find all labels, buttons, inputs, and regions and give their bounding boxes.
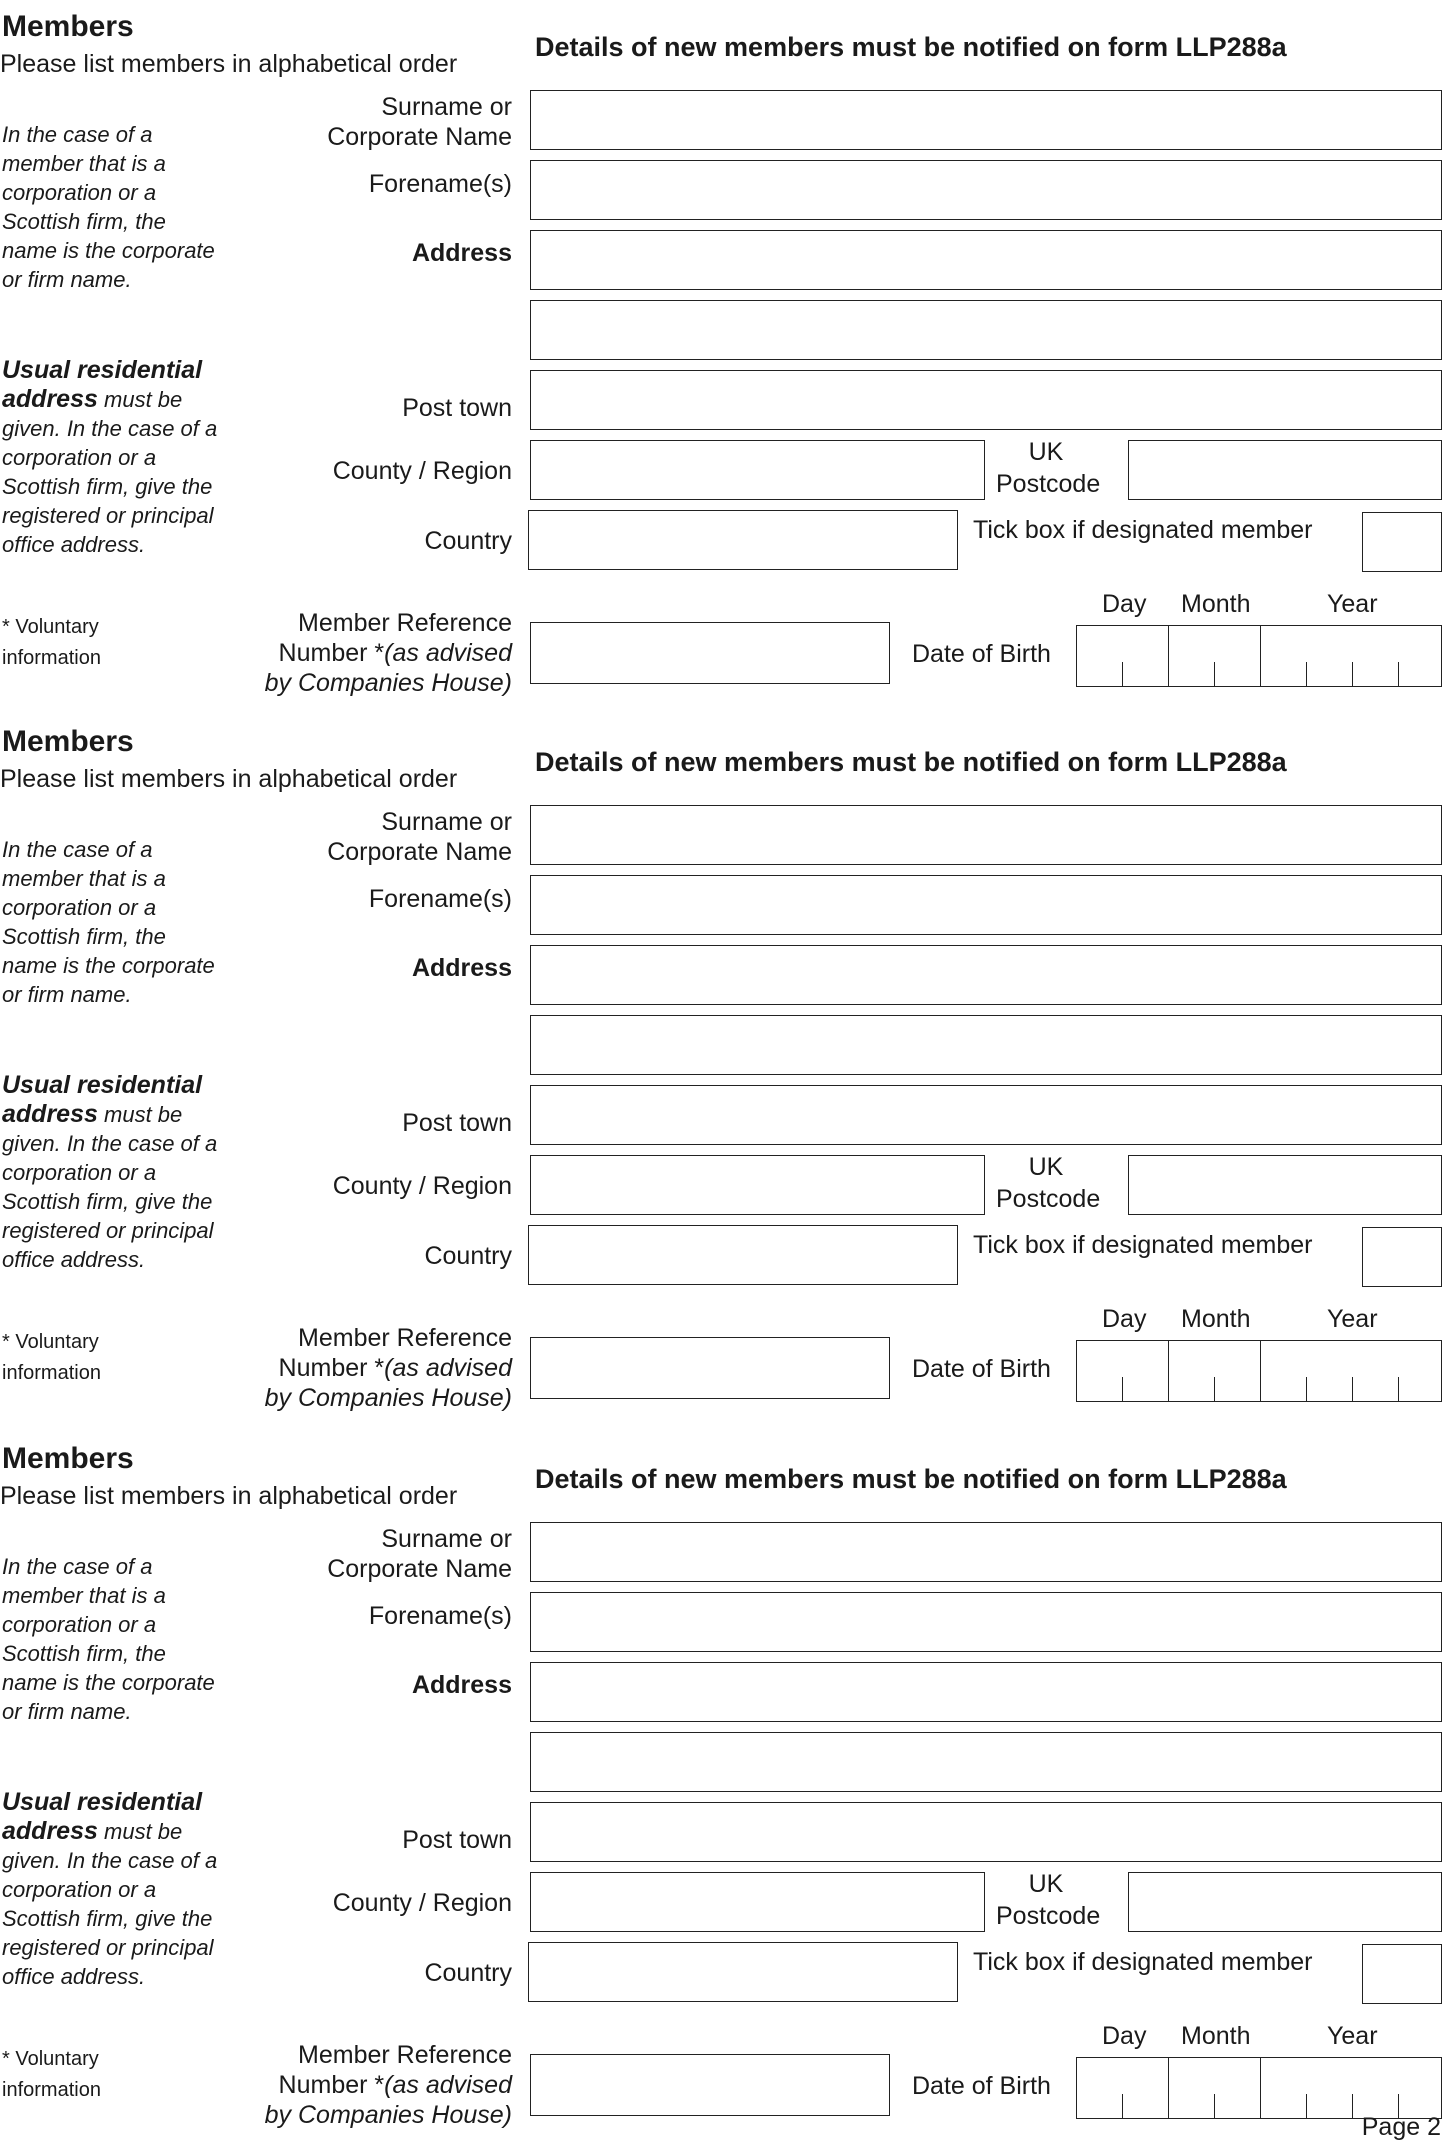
post-town-label: Post town: [402, 1826, 512, 1854]
member-ref-line2: [265, 1353, 512, 1383]
dob-month-label: Month: [1181, 2022, 1251, 2050]
member-ref-line2: [265, 638, 512, 668]
dob-year-label: Year: [1327, 2022, 1378, 2050]
county-label: County / Region: [332, 1889, 512, 1917]
dob-day-label: Day: [1102, 2022, 1147, 2050]
member-ref-line3: by Companies House): [264, 669, 512, 697]
surname-label-text: Surname or Corporate Name: [327, 808, 512, 866]
country-input[interactable]: [528, 1225, 958, 1285]
designated-member-checkbox[interactable]: [1362, 1944, 1442, 2004]
member-ref-line3: by Companies House): [264, 1384, 512, 1412]
forename-input[interactable]: [530, 160, 1442, 220]
dob-year-tick2: [1352, 1377, 1353, 1401]
member-ref-line2a: Number *: [278, 1354, 385, 1382]
forename-input[interactable]: [530, 1592, 1442, 1652]
member-ref-line2b: (as advised: [384, 2071, 512, 2099]
member-ref-label: [265, 608, 512, 698]
page-number: Page 2: [1361, 2113, 1441, 2141]
member-reference-input[interactable]: [530, 622, 890, 684]
section-subheading: Please list members in alphabetical order: [0, 50, 458, 78]
member-ref-line1: Member Reference: [298, 1324, 512, 1352]
forename-input[interactable]: [530, 875, 1442, 935]
surname-input[interactable]: [530, 90, 1442, 150]
dob-divider-day: [1168, 2058, 1169, 2118]
dob-year-tick2: [1352, 2094, 1353, 2118]
address-note-text: must be given. In the case of a corporation or a Scottish firm, give the registered or principal office address.: [2, 1102, 218, 1272]
county-input[interactable]: [530, 440, 985, 500]
section-subheading: Please list members in alphabetical order: [0, 765, 458, 793]
address-label: Address: [411, 954, 512, 982]
date-of-birth-label: Date of Birth: [912, 1355, 1051, 1383]
date-of-birth-label: Date of Birth: [912, 2072, 1051, 2100]
dob-year-tick3: [1398, 662, 1399, 686]
post-town-input[interactable]: [530, 370, 1442, 430]
country-label: Country: [424, 1959, 512, 1987]
date-of-birth-input[interactable]: [1076, 2057, 1442, 2119]
dob-divider-day: [1168, 1341, 1169, 1401]
surname-input[interactable]: [530, 805, 1442, 865]
address-line1-input[interactable]: [530, 230, 1442, 290]
uk-postcode-label: UK Postcode: [996, 438, 1101, 498]
surname-label: [322, 807, 512, 867]
dob-divider-day: [1168, 626, 1169, 686]
post-town-label: Post town: [402, 1109, 512, 1137]
dob-divider-month: [1260, 1341, 1261, 1401]
date-of-birth-input[interactable]: [1076, 1340, 1442, 1402]
country-input[interactable]: [528, 1942, 958, 2002]
dob-day-tick: [1122, 1377, 1123, 1401]
section-subheading: Please list members in alphabetical order: [0, 1482, 458, 1510]
address-line2-input[interactable]: [530, 300, 1442, 360]
uk-postcode-input[interactable]: [1128, 1155, 1442, 1215]
address-note-text: must be given. In the case of a corporation or a Scottish firm, give the registered or principal office address.: [2, 1819, 218, 1989]
notice-text: Details of new members must be notified on form LLP288a: [535, 747, 1287, 777]
post-town-label: Post town: [402, 394, 512, 422]
member-ref-line2: [265, 2070, 512, 2100]
forename-label: Forename(s): [368, 170, 512, 198]
dob-day-tick: [1122, 662, 1123, 686]
county-label: County / Region: [332, 457, 512, 485]
dob-day-label: Day: [1102, 590, 1147, 618]
dob-divider-month: [1260, 626, 1261, 686]
section-heading: Members: [2, 10, 134, 43]
dob-year-tick1: [1306, 2094, 1307, 2118]
corporate-note: In the case of a member that is a corporation or a Scottish firm, the name is the corporate or firm name.: [2, 1554, 215, 1724]
member-reference-input[interactable]: [530, 1337, 890, 1399]
dob-year-tick2: [1352, 662, 1353, 686]
designated-member-label: Tick box if designated member: [973, 1231, 1313, 1259]
member-reference-input[interactable]: [530, 2054, 890, 2116]
county-label: County / Region: [332, 1172, 512, 1200]
address-line2-input[interactable]: [530, 1732, 1442, 1792]
country-label: Country: [424, 527, 512, 555]
address-note-text: must be given. In the case of a corporation or a Scottish firm, give the registered or principal office address.: [2, 387, 218, 557]
member-section: [0, 1432, 1455, 2147]
dob-day-label: Day: [1102, 1305, 1147, 1333]
member-ref-line3: by Companies House): [264, 2101, 512, 2129]
address-line2-input[interactable]: [530, 1015, 1442, 1075]
member-ref-line2a: Number *: [278, 2071, 385, 2099]
country-input[interactable]: [528, 510, 958, 570]
designated-member-checkbox[interactable]: [1362, 512, 1442, 572]
surname-label: [322, 92, 512, 152]
uk-postcode-input[interactable]: [1128, 440, 1442, 500]
member-ref-line1: Member Reference: [298, 2041, 512, 2069]
member-ref-label: [265, 2040, 512, 2130]
surname-label-text: Surname or Corporate Name: [327, 1525, 512, 1583]
designated-member-checkbox[interactable]: [1362, 1227, 1442, 1287]
member-ref-line2a: Number *: [278, 639, 385, 667]
address-line1-input[interactable]: [530, 945, 1442, 1005]
member-ref-line2b: (as advised: [384, 1354, 512, 1382]
address-line1-input[interactable]: [530, 1662, 1442, 1722]
county-input[interactable]: [530, 1155, 985, 1215]
voluntary-note: * Voluntary information: [2, 2048, 101, 2101]
forename-label: Forename(s): [368, 1602, 512, 1630]
surname-input[interactable]: [530, 1522, 1442, 1582]
notice-text: Details of new members must be notified on form LLP288a: [535, 32, 1287, 62]
dob-month-tick: [1214, 2094, 1215, 2118]
dob-month-label: Month: [1181, 590, 1251, 618]
member-ref-label: [265, 1323, 512, 1413]
uk-postcode-label: UK Postcode: [996, 1870, 1101, 1930]
uk-postcode-label: UK Postcode: [996, 1153, 1101, 1213]
date-of-birth-label: Date of Birth: [912, 640, 1051, 668]
address-label: Address: [411, 239, 512, 267]
member-ref-line2b: (as advised: [384, 639, 512, 667]
voluntary-note: * Voluntary information: [2, 616, 101, 669]
member-section: [0, 0, 1455, 715]
country-label: Country: [424, 1242, 512, 1270]
dob-year-label: Year: [1327, 1305, 1378, 1333]
dob-year-label: Year: [1327, 590, 1378, 618]
member-section: [0, 715, 1455, 1430]
member-ref-line1: Member Reference: [298, 609, 512, 637]
post-town-input[interactable]: [530, 1085, 1442, 1145]
uk-postcode-input[interactable]: [1128, 1872, 1442, 1932]
dob-month-tick: [1214, 662, 1215, 686]
county-input[interactable]: [530, 1872, 985, 1932]
dob-month-tick: [1214, 1377, 1215, 1401]
address-note: [2, 1071, 227, 1274]
address-note: [2, 1788, 227, 1991]
dob-month-label: Month: [1181, 1305, 1251, 1333]
surname-label: [322, 1524, 512, 1584]
dob-year-tick3: [1398, 1377, 1399, 1401]
section-heading: Members: [2, 725, 134, 758]
address-label: Address: [411, 1671, 512, 1699]
address-note: [2, 356, 227, 559]
forename-label: Forename(s): [368, 885, 512, 913]
address-note-bold: Usual residential address: [2, 356, 203, 413]
address-note-bold: Usual residential address: [2, 1788, 203, 1845]
designated-member-label: Tick box if designated member: [973, 516, 1313, 544]
corporate-note: In the case of a member that is a corporation or a Scottish firm, the name is the corporate or firm name.: [2, 837, 215, 1007]
designated-member-label: Tick box if designated member: [973, 1948, 1313, 1976]
dob-day-tick: [1122, 2094, 1123, 2118]
voluntary-note: * Voluntary information: [2, 1331, 101, 1384]
section-heading: Members: [2, 1442, 134, 1475]
dob-year-tick1: [1306, 662, 1307, 686]
dob-year-tick1: [1306, 1377, 1307, 1401]
dob-divider-month: [1260, 2058, 1261, 2118]
surname-label-text: Surname or Corporate Name: [327, 93, 512, 151]
date-of-birth-input[interactable]: [1076, 625, 1442, 687]
address-note-bold: Usual residential address: [2, 1071, 203, 1128]
notice-text: Details of new members must be notified on form LLP288a: [535, 1464, 1287, 1494]
post-town-input[interactable]: [530, 1802, 1442, 1862]
corporate-note: In the case of a member that is a corporation or a Scottish firm, the name is the corporate or firm name.: [2, 122, 215, 292]
